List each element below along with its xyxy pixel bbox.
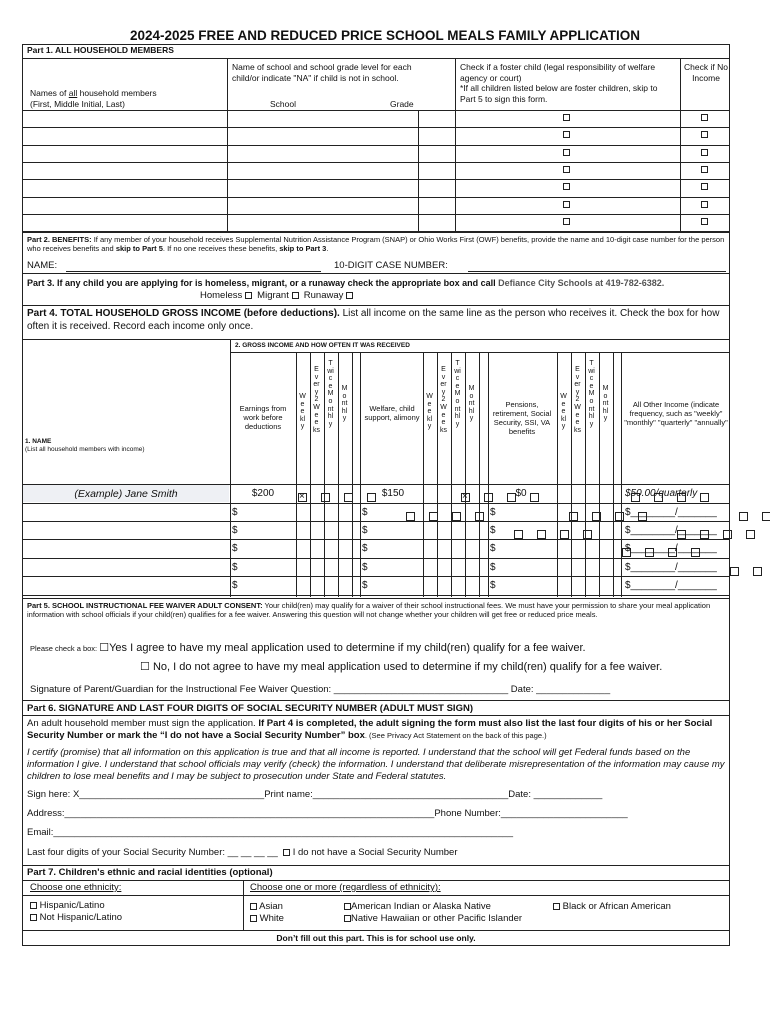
- grade-col: Grade: [390, 99, 414, 109]
- runaway-checkbox[interactable]: [346, 292, 353, 299]
- frequency-checkbox[interactable]: [367, 493, 376, 502]
- race-col-3: Black or African American: [553, 901, 671, 913]
- no-income-checkbox[interactable]: [701, 149, 708, 156]
- part4-text: Part 4. TOTAL HOUSEHOLD GROSS INCOME (before deductions). List all income on the same line as the person who receives it. Check the box for how often it is received. Record each income only once.: [27, 308, 720, 332]
- income-name-col: 1. NAME (List all household members with income): [25, 438, 145, 453]
- frequency-checkbox[interactable]: [298, 493, 307, 502]
- income-amount[interactable]: $: [232, 580, 238, 591]
- school-use-footer: Don’t fill out this part. This is for school use only.: [276, 933, 476, 943]
- race-label: Choose one or more (regardless of ethnicity):: [250, 882, 441, 893]
- fee-waiver-signature[interactable]: Signature of Parent/Guardian for the Instructional Fee Waiver Question: _________________________________ Date: ______________: [30, 684, 611, 695]
- frequency-checkbox[interactable]: [739, 512, 748, 521]
- other-label: All Other Income (indicate frequency, such as "weekly" "monthly" "quarterly" "annually": [624, 400, 728, 427]
- frequency-label: Monthly: [602, 385, 609, 423]
- no-income-checkbox[interactable]: [701, 131, 708, 138]
- part5-text: Part 5. SCHOOL INSTRUCTIONAL FEE WAIVER ADULT CONSENT: Your child(ren) may qualify for a waiver of their school instructional fees. We must have your permission to share your meal application information with school officials if your child(ren) qualifies for a fee waiver. Answering this question will not change whether your children will get free or reduced price meals.: [27, 601, 711, 619]
- foster-checkbox[interactable]: [563, 131, 570, 138]
- frequency-label: Weekly: [426, 393, 433, 431]
- part2-text: Part 2. BENEFITS: If any member of your household receives Supplemental Nutrition Assistance Program (SNAP) or Ohio Works First (OWF) benefits, provide the name and 10-digit case number for the person who receives benefits and skip to Part 5. If no one receives these benefits, skip to Part 3.: [27, 235, 725, 253]
- part2-case-label: 10-DIGIT CASE NUMBER:: [334, 260, 448, 271]
- part5-no-row: ☐ No, I do not agree to have my meal application used to determine if my child(ren) qualify for a fee waiver.: [140, 661, 663, 673]
- frequency-checkbox[interactable]: [746, 530, 755, 539]
- foster-checkbox[interactable]: [563, 183, 570, 190]
- part3-text: Part 3. If any child you are applying for is homeless, migrant, or a runaway check the appropriate box and call Defiance City Schools at 419-782-6382.: [27, 278, 665, 288]
- no-income-checkbox[interactable]: [701, 183, 708, 190]
- income-amount[interactable]: $: [232, 543, 238, 554]
- school-label: Name of school and school grade level for each child/or indicate "NA" if child is not in school.: [232, 62, 412, 83]
- other-income[interactable]: $________/_______: [625, 580, 717, 591]
- frequency-checkbox[interactable]: [615, 512, 624, 521]
- no-income-checkbox[interactable]: [701, 201, 708, 208]
- income-amount[interactable]: $: [490, 580, 496, 591]
- part1-heading: Part 1. ALL HOUSEHOLD MEMBERS: [27, 45, 174, 55]
- frequency-checkbox[interactable]: [429, 512, 438, 521]
- hispanic-checkbox[interactable]: [30, 902, 37, 909]
- income-amount[interactable]: $: [490, 543, 496, 554]
- part3-options: Homeless Migrant Runaway: [200, 290, 353, 302]
- income-amount: $200: [251, 488, 275, 499]
- certify-text: I certify (promise) that all information on this application is true and that all income is reported. I understand that the school will get Federal funds based on the information I give. I understand that school officials may verify (check) the information. I understand that deliberate misrepresentation of the information may cause my children to lose meal benefits and I may be subject to prosecution under State and Federal statutes.: [27, 747, 725, 782]
- frequency-label: Every 2 Weeks: [574, 366, 581, 434]
- frequency-label: Monthly: [468, 385, 475, 423]
- welfare-label: Welfare, child support, alimony: [364, 404, 420, 422]
- frequency-checkbox[interactable]: [475, 512, 484, 521]
- frequency-checkbox[interactable]: [560, 530, 569, 539]
- frequency-label: Twice Monthly: [327, 360, 334, 428]
- income-amount[interactable]: $: [232, 507, 238, 518]
- frequency-checkbox[interactable]: [762, 512, 770, 521]
- other-income[interactable]: $________/_______: [625, 543, 717, 554]
- frequency-label: Monthly: [341, 385, 348, 423]
- frequency-checkbox[interactable]: [530, 493, 539, 502]
- page-title: 2024-2025 FREE AND REDUCED PRICE SCHOOL MEALS FAMILY APPLICATION: [129, 28, 641, 43]
- other-income[interactable]: $________/_______: [625, 525, 717, 536]
- school-col: School: [270, 99, 296, 109]
- hawaiian-checkbox[interactable]: [344, 915, 351, 922]
- income-amount[interactable]: $: [490, 525, 496, 536]
- frequency-checkbox[interactable]: [484, 493, 493, 502]
- earnings-label: Earnings from work before deductions: [239, 404, 287, 431]
- ssn-row: Last four digits of your Social Security Number: __ __ __ __ I do not have a Social Security Number: [27, 847, 458, 858]
- frequency-checkbox[interactable]: [537, 530, 546, 539]
- migrant-checkbox[interactable]: [292, 292, 299, 299]
- other-income[interactable]: $________/_______: [625, 507, 717, 518]
- frequency-checkbox[interactable]: [569, 512, 578, 521]
- address-line[interactable]: Address:______________________________________________________________________Phone Number:________________________: [27, 808, 628, 819]
- frequency-label: Weekly: [299, 393, 306, 431]
- foster-checkbox[interactable]: [563, 166, 570, 173]
- income-amount[interactable]: $: [362, 507, 368, 518]
- frequency-checkbox[interactable]: [452, 512, 461, 521]
- foster-checkbox[interactable]: [563, 201, 570, 208]
- income-amount[interactable]: $: [490, 562, 496, 573]
- other-income: $50.00/quarterly: [625, 488, 698, 499]
- income-amount[interactable]: $: [232, 562, 238, 573]
- asian-checkbox[interactable]: [250, 903, 257, 910]
- gross-header: 2. GROSS INCOME AND HOW OFTEN IT WAS RECEIVED: [235, 342, 410, 349]
- race-col-1: Asian White: [250, 901, 284, 925]
- sign-line[interactable]: Sign here: X___________________________________Print name:_____________________________________Date: _____________: [27, 789, 603, 800]
- frequency-checkbox[interactable]: [406, 512, 415, 521]
- pensions-label: Pensions, retirement, Social Security, SSI, VA benefits: [492, 400, 552, 436]
- part7-heading: Part 7. Children's ethnic and racial identities (optional): [27, 867, 273, 878]
- part5-yes-row: Please check a box: ☐Yes I agree to have my meal application used to determine if my child(ren) qualify for a fee waiver.: [30, 642, 586, 654]
- foster-checkbox[interactable]: [563, 149, 570, 156]
- foster-checkbox[interactable]: [563, 218, 570, 225]
- names-label: Names of all household members (First, Middle Initial, Last): [30, 88, 157, 109]
- income-amount[interactable]: $: [362, 543, 368, 554]
- income-amount[interactable]: $: [490, 507, 496, 518]
- part6-intro: An adult household member must sign the application. If Part 4 is completed, the adult signing the form must also list the last four digits of his or her Social Security Number or mark the “I do not have a Social Security Number” box. (See Privacy Act Statement on the back of this page.): [27, 718, 713, 741]
- part2-case-field[interactable]: [468, 271, 726, 272]
- part6-heading: Part 6. SIGNATURE AND LAST FOUR DIGITS OF SOCIAL SECURITY NUMBER (ADULT MUST SIGN): [27, 703, 473, 714]
- homeless-checkbox[interactable]: [245, 292, 252, 299]
- part2-name-label: NAME:: [27, 260, 58, 271]
- no-ssn-checkbox[interactable]: [283, 849, 290, 856]
- frequency-checkbox[interactable]: [461, 493, 470, 502]
- frequency-checkbox[interactable]: [730, 567, 739, 576]
- foster-checkbox[interactable]: [563, 114, 570, 121]
- income-amount: $150: [381, 488, 405, 499]
- part2-name-field[interactable]: [66, 271, 321, 272]
- income-amount[interactable]: $: [232, 525, 238, 536]
- frequency-checkbox[interactable]: [344, 493, 353, 502]
- no-income-checkbox[interactable]: [701, 166, 708, 173]
- frequency-label: Twice Monthly: [588, 360, 595, 428]
- frequency-label: Weekly: [560, 393, 567, 431]
- frequency-checkbox[interactable]: [592, 512, 601, 521]
- white-checkbox[interactable]: [250, 915, 257, 922]
- no-income-label: Check if No Income: [684, 62, 728, 83]
- frequency-checkbox[interactable]: [514, 530, 523, 539]
- email-line[interactable]: Email:_______________________________________________________________________________________: [27, 827, 514, 838]
- example-name: (Example) Jane Smith: [74, 488, 178, 500]
- no-income-checkbox[interactable]: [701, 114, 708, 121]
- frequency-checkbox[interactable]: [753, 567, 762, 576]
- income-amount[interactable]: $: [362, 525, 368, 536]
- no-income-checkbox[interactable]: [701, 218, 708, 225]
- fee-waiver-no-checkbox[interactable]: ☐: [140, 661, 150, 673]
- not-hispanic-checkbox[interactable]: [30, 914, 37, 921]
- income-amount: $0: [515, 488, 527, 499]
- black-checkbox[interactable]: [553, 903, 560, 910]
- income-amount[interactable]: $: [362, 562, 368, 573]
- frequency-checkbox[interactable]: [723, 530, 732, 539]
- ethnicity-label: Choose one ethnicity:: [30, 882, 122, 893]
- frequency-label: Twice Monthly: [454, 360, 461, 428]
- foster-label: Check if a foster child (legal responsibility of welfare agency or court) *If all children listed below are foster children, skip to Part 5 to sign this form.: [460, 62, 658, 104]
- frequency-checkbox[interactable]: [321, 493, 330, 502]
- ethnicity-options: Hispanic/Latino Not Hispanic/Latino: [30, 900, 122, 924]
- income-amount[interactable]: $: [362, 580, 368, 591]
- frequency-label: Every 2 Weeks: [313, 366, 320, 434]
- frequency-checkbox[interactable]: [507, 493, 516, 502]
- american-indian-checkbox[interactable]: [344, 903, 351, 910]
- frequency-checkbox[interactable]: [700, 493, 709, 502]
- race-col-2: American Indian or Alaska Native Native Hawaiian or other Pacific Islander: [344, 901, 522, 925]
- other-income[interactable]: $________/_______: [625, 562, 717, 573]
- frequency-label: Every 2 Weeks: [440, 366, 447, 434]
- frequency-checkbox[interactable]: [583, 530, 592, 539]
